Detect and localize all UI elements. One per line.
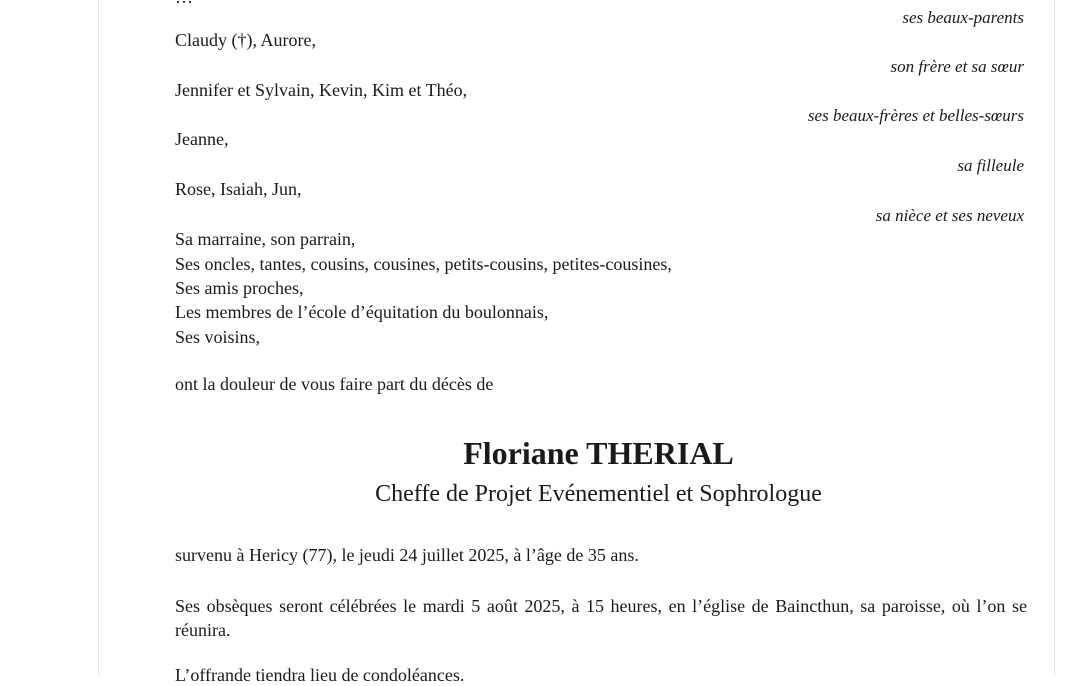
other-line-5: Ses voisins, <box>175 327 261 347</box>
other-line-4: Les membres de l’école d’équitation du boulonnais, <box>175 302 549 322</box>
family-relation-3: sa filleule <box>957 156 1024 175</box>
other-line-2: Ses oncles, tantes, cousins, cousines, petits-cousins, petites-cousines, <box>175 254 672 274</box>
relation-beaux-parents: ses beaux-parents <box>902 8 1024 27</box>
cut-off-line-bottom: L’offrande tiendra lieu de condoléances. <box>175 665 465 685</box>
family-names-2: Jennifer et Sylvain, Kevin, Kim et Théo, <box>175 80 468 100</box>
page-edge-left <box>98 0 99 675</box>
deceased-name: Floriane THERIAL <box>463 435 734 471</box>
deceased-role: Cheffe de Projet Evénementiel et Sophrologue <box>375 481 822 507</box>
death-info: survenu à Hericy (77), le jeudi 24 juillet 2025, à l’âge de 35 ans. <box>175 545 639 565</box>
family-names-1: Claudy (†), Aurore, <box>175 30 316 50</box>
other-line-1: Sa marraine, son parrain, <box>175 229 356 249</box>
page-edge-right <box>1054 0 1055 675</box>
family-names-3: Jeanne, <box>175 129 229 149</box>
family-relation-4: sa nièce et ses neveux <box>875 206 1024 225</box>
other-line-3: Ses amis proches, <box>175 278 304 298</box>
family-relation-2: ses beaux-frères et belles-sœurs <box>807 106 1024 125</box>
funeral-info: Ses obsèques seront célébrées le mardi 5 août 2025, à 15 heures, en l’église de Baincthun, sa paroisse, où l’on se réunira. <box>175 596 1027 640</box>
announcement-text: ont la douleur de vous faire part du décès de <box>175 374 494 394</box>
family-relation-1: son frère et sa sœur <box>890 57 1024 76</box>
family-names-4: Rose, Isaiah, Jun, <box>175 179 302 199</box>
cut-off-line-top <box>175 0 193 8</box>
